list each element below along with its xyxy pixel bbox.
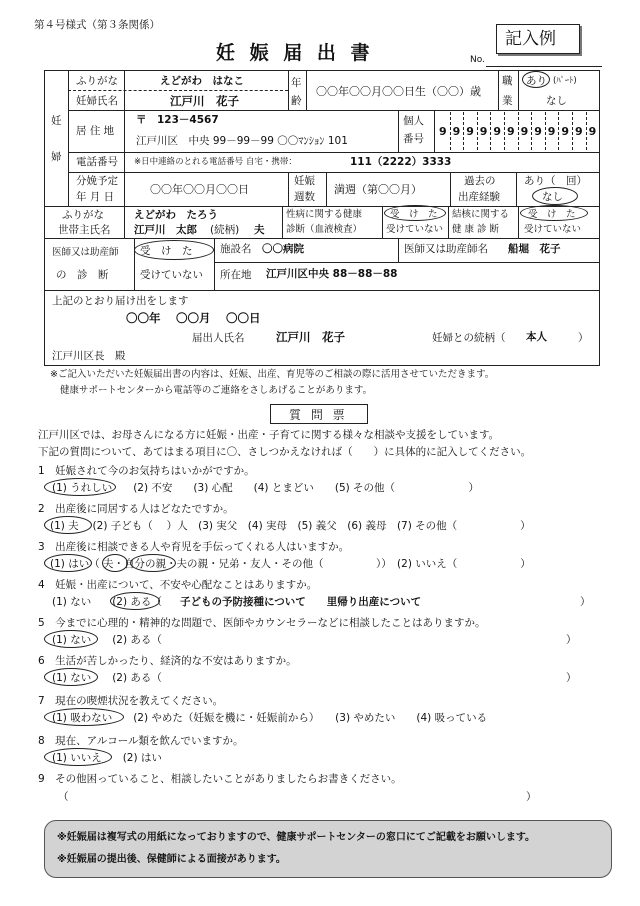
q5-close: ）	[566, 634, 577, 646]
location-label: 所在地	[220, 269, 252, 281]
location-value: 江戸川区中央 88－88－88	[266, 268, 398, 280]
applicant-relation-close: ）	[578, 332, 589, 344]
q9-close: ）	[526, 791, 537, 803]
tb-label-2: 健 康 診 断	[452, 224, 500, 235]
divider	[288, 70, 289, 110]
circle-mark	[44, 630, 98, 648]
kojin-digit: 9	[452, 125, 461, 138]
kojin-digit: 9	[439, 125, 447, 138]
divider	[306, 70, 307, 110]
kojin-digit: 9	[507, 125, 515, 138]
notice-line-2: 健康サポートセンターから電話等のご連絡をさしあげることがあります。	[60, 385, 373, 396]
relation-label: (続柄)	[210, 224, 240, 236]
row-line	[68, 110, 600, 111]
pregnant-name-label: 妊婦氏名	[76, 95, 118, 107]
head-name: 江戸川 太郎	[134, 224, 197, 236]
due-date: 〇〇年〇〇月〇〇日	[150, 183, 249, 196]
circle-mark	[44, 748, 112, 766]
facility-value: 〇〇病院	[262, 243, 304, 255]
applicant-label: 届出人氏名	[192, 332, 245, 344]
job-label-2: 業	[502, 95, 513, 107]
kojin-digit: 9	[561, 125, 570, 138]
kojin-label-2: 番号	[403, 133, 424, 145]
divider	[124, 172, 125, 206]
q5-text: 5 今までに心理的・精神的な問題で、医師やカウンセラーなどに相談したことはありますか。	[38, 617, 486, 629]
q7-text: 7 現在の喫煙状況を教えてください。	[38, 695, 224, 707]
q8-text: 8 現在、アルコール類を飲んでいますか。	[38, 735, 244, 747]
pregnant-name: 江戸川 花子	[170, 94, 239, 108]
circle-mark	[130, 554, 176, 572]
digit-separator	[450, 112, 451, 150]
intro-line-2: 下記の質問について、あてはまる項目に〇、さしつかえなければ（ ）に具体的に記入してください。	[38, 446, 532, 458]
q4-close: ）	[580, 596, 591, 608]
notice-line-1: ※ご記入いただいた妊娠届出書の内容は、妊娠、出産、育児等のご相談の際に活用させていただきます。	[50, 369, 495, 380]
digit-separator	[504, 112, 505, 150]
questionnaire-title-box	[270, 404, 368, 424]
circle-mark	[44, 478, 116, 496]
digit-separator	[545, 112, 546, 150]
divider	[288, 172, 289, 206]
dash-line	[68, 90, 288, 91]
kojin-digit: 9	[588, 125, 597, 138]
circle-mark	[134, 240, 214, 260]
kojin-digit: 9	[547, 125, 556, 138]
row-line	[44, 206, 600, 207]
divider	[124, 206, 125, 238]
q4-text: 4 妊娠・出産について、不安や心配なことはありますか。	[38, 579, 318, 591]
head-furigana: えどがわ たろう	[134, 209, 218, 221]
due-label-1: 分娩予定	[76, 175, 118, 187]
circle-mark	[522, 71, 550, 88]
job-option-yes: あり	[526, 75, 547, 87]
doctor-label: 医師又は助産師名	[404, 243, 488, 255]
tb-label-1: 結核に関する	[452, 209, 510, 220]
row-line	[68, 152, 600, 153]
kojin-digit: 9	[493, 125, 502, 138]
tb-option-yes: 受 け た	[528, 209, 576, 220]
divider	[518, 70, 519, 110]
side-label-1: 妊	[51, 115, 62, 127]
divider	[282, 206, 283, 238]
q6-text: 6 生活が苦しかったり、経済的な不安はありますか。	[38, 655, 297, 667]
circle-mark	[384, 205, 446, 221]
circle-mark	[44, 708, 124, 726]
circle-mark	[102, 554, 128, 572]
std-label-2: 診断（血液検査）	[286, 224, 363, 235]
divider	[518, 206, 519, 238]
q8-options: (1) いいえ (2) はい	[52, 752, 162, 764]
furigana-label: ふりがな	[76, 75, 118, 87]
std-option-no: 受けていない	[386, 224, 444, 235]
q1-text: 1 妊娠されて今のお気持ちはいかがですか。	[38, 465, 255, 477]
kojin-digit: 9	[520, 125, 529, 138]
divider	[398, 238, 399, 262]
digit-separator	[531, 112, 532, 150]
digit-separator	[490, 112, 491, 150]
kojin-digit: 9	[575, 125, 583, 138]
q1-options: (1) うれしい (2) 不安 (3) 心配 (4) とまどい (5) その他（ ）	[52, 482, 480, 494]
weeks-value: 満週（第〇〇月）	[334, 183, 422, 196]
q4-options: (1) ない (2) ある（	[52, 596, 162, 608]
exam-label-1: 医師又は助産師	[52, 247, 119, 258]
statement: 上記のとおり届け出をします	[52, 295, 189, 307]
digit-separator	[558, 112, 559, 150]
divider	[398, 110, 399, 152]
example-badge-text: 記入例	[505, 29, 556, 49]
q9-text: 9 その他困っていること、相談したいことがありましたらお書きください。	[38, 773, 402, 785]
kojin-label-1: 個人	[403, 115, 424, 127]
relation-value: 夫	[254, 224, 265, 236]
digit-separator	[463, 112, 464, 150]
digit-separator	[518, 112, 519, 150]
past-option-no: なし	[542, 191, 563, 203]
doctor-value: 船堀 花子	[508, 243, 561, 255]
age-label-1: 年	[291, 77, 302, 89]
q2-options: (1) 夫 (2) 子ども（ ）人 (3) 実父 (4) 実母 (5) 義父 (6) 義母 (7) その他（ ）	[50, 520, 531, 532]
q2-text: 2 出産後に同居する人はどなたですか。	[38, 503, 234, 515]
submission-date: 〇〇年 〇〇月 〇〇日	[126, 311, 261, 325]
row-line	[68, 172, 600, 173]
circle-mark	[44, 668, 98, 686]
row-line	[214, 262, 600, 263]
std-label-1: 性病に関する健康	[286, 209, 363, 220]
address-value: 江戸川区 中央 99－99－99 〇〇ﾏﾝｼｮﾝ 101	[136, 135, 348, 147]
divider	[134, 238, 135, 290]
divider	[434, 110, 435, 152]
head-name-label: 世帯主氏名	[58, 224, 111, 236]
q9-open: （	[58, 791, 69, 803]
circle-mark	[110, 592, 160, 610]
applicant-relation-label: 妊婦との続柄（	[432, 332, 506, 344]
row-line	[44, 238, 600, 239]
divider	[450, 172, 451, 206]
exam-option-no: 受けていない	[140, 269, 203, 281]
footer-line-1: ※妊娠届は複写式の用紙になっておりますので、健康サポートセンターの窓口にてご記載をお願いします。	[57, 832, 536, 843]
questionnaire-title: 質 問 票	[289, 408, 348, 422]
form-number: 第４号様式（第３条関係）	[34, 19, 160, 31]
circle-mark	[532, 187, 578, 205]
due-label-2: 年 月 日	[76, 191, 115, 203]
past-option-yes: あり（ 回）	[524, 175, 587, 187]
postal-code: 〒 123－4567	[136, 114, 219, 126]
footer-notice-box	[44, 820, 612, 878]
past-label-2: 出産経験	[458, 191, 500, 203]
digit-separator	[572, 112, 573, 150]
q7-options: (1) 吸わない (2) やめた（妊娠を機に・妊娠前から） (3) やめたい (4) 吸っている	[52, 712, 488, 724]
footer-line-2: ※妊娠届の提出後、保健師による面接があります。	[57, 854, 286, 865]
divider	[124, 70, 125, 152]
q3-text: 3 出産後に相談できる人や育児を手伝ってくれる人はいますか。	[38, 541, 350, 553]
weeks-label-2: 週数	[294, 191, 315, 203]
number-label: No.	[470, 55, 485, 65]
phone-value: 111（2222）3333	[350, 156, 452, 168]
row-line	[44, 290, 600, 291]
tb-option-no: 受けていない	[524, 224, 582, 235]
job-note: (ﾊﾟｰﾄ)	[553, 76, 577, 86]
kojin-digit: 9	[479, 125, 488, 138]
exam-label-2: の 診 断	[56, 269, 109, 281]
pregnant-furigana: えどがわ はなこ	[160, 75, 244, 87]
age-label-2: 齢	[291, 95, 302, 107]
kojin-digit: 9	[534, 125, 542, 138]
divider	[516, 172, 517, 206]
address-label: 居 住 地	[76, 125, 115, 137]
q5-options: (1) ない (2) ある（	[52, 634, 162, 646]
q4-answer: 子どもの予防接種について 里帰り出産について	[180, 596, 422, 608]
applicant-relation: 本人	[526, 331, 547, 343]
applicant-name: 江戸川 花子	[276, 330, 345, 344]
circle-mark	[44, 554, 92, 572]
divider	[124, 152, 125, 172]
std-option-yes: 受 け た	[390, 209, 438, 220]
divider	[382, 206, 383, 238]
addressee: 江戸川区長 殿	[52, 350, 126, 362]
weeks-label-1: 妊娠	[294, 175, 315, 187]
divider	[448, 206, 449, 238]
divider	[498, 70, 499, 110]
job-label-1: 職	[502, 75, 513, 87]
job-option-no: なし	[546, 95, 567, 107]
digit-separator	[586, 112, 587, 150]
form-title: 妊 娠 届 出 書	[216, 42, 374, 64]
past-label-1: 過去の	[464, 175, 496, 187]
q6-close: ）	[566, 672, 577, 684]
digit-separator	[477, 112, 478, 150]
head-furigana-label: ふりがな	[62, 209, 104, 221]
phone-label: 電話番号	[76, 156, 118, 168]
phone-note: ※日中連絡のとれる電話番号 自宅・携帯：	[134, 157, 297, 167]
divider	[326, 172, 327, 206]
number-line	[486, 66, 602, 67]
exam-option-yes: 受 け た	[140, 245, 193, 257]
divider	[214, 238, 215, 290]
side-label-2: 婦	[51, 151, 62, 163]
q6-options: (1) ない (2) ある（	[52, 672, 162, 684]
kojin-digit: 9	[466, 125, 474, 138]
facility-label: 施設名	[220, 243, 252, 255]
circle-mark	[520, 205, 588, 221]
intro-line-1: 江戸川区では、お母さんになる方に妊娠・出産・子育てに関する様々な相談や支援をしています。	[38, 429, 500, 441]
circle-mark	[44, 516, 92, 534]
birth-date: 〇〇年〇〇月〇〇日生（〇〇）歳	[316, 85, 481, 98]
q3-options: (1) はい（ 夫・自分の親・夫の親・兄弟・友人・その他（ ）） (2) いいえ（ ）	[50, 558, 531, 570]
example-badge	[496, 24, 580, 54]
